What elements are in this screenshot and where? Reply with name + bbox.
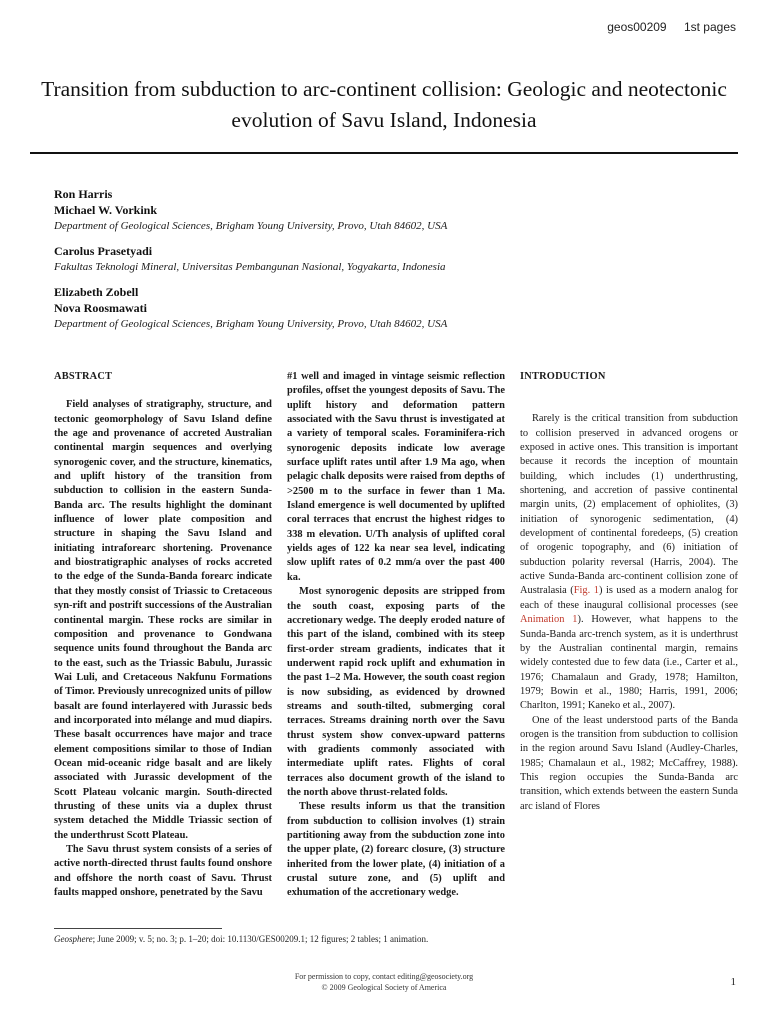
proof-status: 1st pages [683,20,736,34]
column-right [520,370,738,814]
introduction-heading: INTRODUCTION [520,371,606,382]
abstract-p3: Most synorogenic deposits are stripped from the south coast, exposing parts of the accretionary wedge. The deeply eroded nature of this part of the island, combined with its steep first-order stream gradients, indicates that it underwent rapid rock uplift and exhumation in the past 1–2 Ma. However, the south coast region is now subsiding, as evidenced by drowned streams and south-tilted, submerging coral terraces. Streams draining north over the Savu thrust system show convex-upward patterns with gradients commonly associated with intermediate uplift rates. Flights of coral terraces also document growth of the island to the north above thrust-related folds. [287,586,506,798]
author-name: Michael W. Vorkink [54,203,158,217]
author-name: Carolus Prasetyadi [54,244,153,258]
title-divider [30,152,738,154]
column-middle [287,370,505,901]
column-left [54,370,272,900]
author-name: Nova Roosmawati [54,301,147,315]
citation-details: ; June 2009; v. 5; no. 3; p. 1–20; doi: 10.1130/GES00209.1; 12 figures; 2 tables; 1 animation. [92,934,429,944]
introduction-p2: One of the least understood parts of the Banda orogen is the transition from subduction to collision in the region around Savu Island (Audley-Charles, 1985; Chamalaun et al., 1982; McCaffrey, 1988). This region occupies the Sunda-Banda arc transition, which extends between the eastern Sunda arc island of Flores [520,714,739,812]
author-block [54,186,734,341]
article-title: Transition from subduction to arc-continent collision: Geologic and neotectonic evolution of Savu Island, Indonesia [41,77,727,132]
abstract-p4: These results inform us that the transition from subduction to collision involves (1) strain partitioning away from the subduction zone into the upper plate, (2) forearc closure, (3) structure inherited from the lower plate, (4) initiation of a crustal suture zone, and (5) uplift and exhumation of the accretionary wedge. [287,801,505,899]
page-number: 1 [730,976,736,988]
author-name: Ron Harris [54,187,113,201]
document-id: geos00209 [607,20,667,34]
abstract-heading: ABSTRACT [54,371,113,382]
abstract-p2: The Savu thrust system consists of a series of active north-directed thrust faults found onshore and offshore the north coast of Savu. Thrust faults mapped onshore, penetrated by the Savu [54,844,273,899]
running-header [607,20,736,34]
footnote-divider [54,928,222,929]
animation-link[interactable]: Animation 1 [520,614,578,626]
author-affiliation: Department of Geological Sciences, Brigham Young University, Provo, Utah 84602, USA [54,318,448,330]
abstract-p1: Field analyses of stratigraphy, structure, and tectonic geomorphology of Savu Island define the age and provenance of accreted Australian continental margin sequences and overlying synorogenic cover, and the structure, kinematics, and uplift history of the transition from subduction to collision in the eastern Sunda-Banda arc. The results highlight the dominant influence of lower plate composition and structure in shaping the Savu Island and initiating intraforearc shortening. Provenance and biostratigraphic analyses of rocks accreted to the edge of the Sunda-Banda forearc indicate that they mostly consist of Triassic to Cretaceous syn-rift and postrift successions of the Australian continental margin. These rocks are similar in composition and provenance to Gondwana sequence units found throughout the Banda arc to the east, such as the Triassic Babulu, Jurassic Wai Luli, and Cretaceous Nakfunu Formations of Timor. Previously unrecognized units of pillow basalt are found interlayered with Jurassic beds and incorporated into mélange and mud diapirs. These basalt occurrences have major and trace element compositions similar to those of Indian Ocean mid-oceanic ridge basalt and are likely associated with Jurassic development of the Scott Plateau volcanic margin. South-directed thrusting of these units via a duplex thrust system detached the Middle Triassic section of the underthrust Scott Plateau. [54,399,273,841]
author-affiliation: Department of Geological Sciences, Brigham Young University, Provo, Utah 84602, USA [54,220,448,232]
author-group-byu-2 [54,284,734,332]
abstract-p2: #1 well and imaged in vintage seismic reflection profiles, offset the youngest deposits of Savu. The uplift history and deformation pattern associated with the Savu thrust is investigated at a variety of temporal scales. Foraminifera-rich synorogenic deposits indicate low average surface uplift rates until after 1.9 Ma ago, when pelagic chalk deposits were raised from depths of >2500 m to the surface in fewer than 1 Ma. Island emergence is well documented by uplifted coral terraces that encrust the highest ridges to 338 m elevation. U/Th analysis of uplifted coral yields ages of 122 ka near sea level, indicating slow uplift rates of 0.2 mm/a over the past 400 ka. [287,371,505,583]
author-group-byu-1 [54,186,734,234]
citation-footnote [54,933,734,945]
permission-line: For permission to copy, contact editing@geosociety.org [294,972,474,981]
figure-link[interactable]: Fig. 1 [573,585,599,597]
journal-name: Geosphere [54,934,93,944]
permission-notice [0,971,768,993]
author-group-upn [54,243,734,275]
copyright-line: © 2009 Geological Society of America [321,983,447,992]
author-name: Elizabeth Zobell [54,285,139,299]
introduction-p1: Rarely is the critical transition from subduction to collision preserved in advanced orogens or exposed in active ones. This transition is important because it records the inception of mountain building, which includes (1) underthrusting, shortening, and accretion of passive continental margin units, (2) emplacement of ophiolites, (3) initiation of synorogenic sedimentation, (4) development of continental foredeeps, (5) creation of orogenic topography, and (6) initiation of subduction polarity reversal (Harris, 2004). The active Sunda-Banda arc-continent collision zone of Australasia (Fig. 1) is used as a modern analog for each of these inaugural collisional processes (see Animation 1). However, what happens to the Sunda-Banda arc-trench system, as it is underthrust by the Australian continental margin, remains widely contested due to few data (i.e., Carter et al., 1976; Chamalaun and Grady, 1978; Hamilton, 1979; Bowin et al., 1980; Harris, 1991, 2006; Charlton, 1991; Kaneko et al., 2007). [520,413,739,712]
author-affiliation: Fakultas Teknologi Mineral, Universitas Pembangunan Nasional, Yogyakarta, Indonesia [54,261,446,273]
